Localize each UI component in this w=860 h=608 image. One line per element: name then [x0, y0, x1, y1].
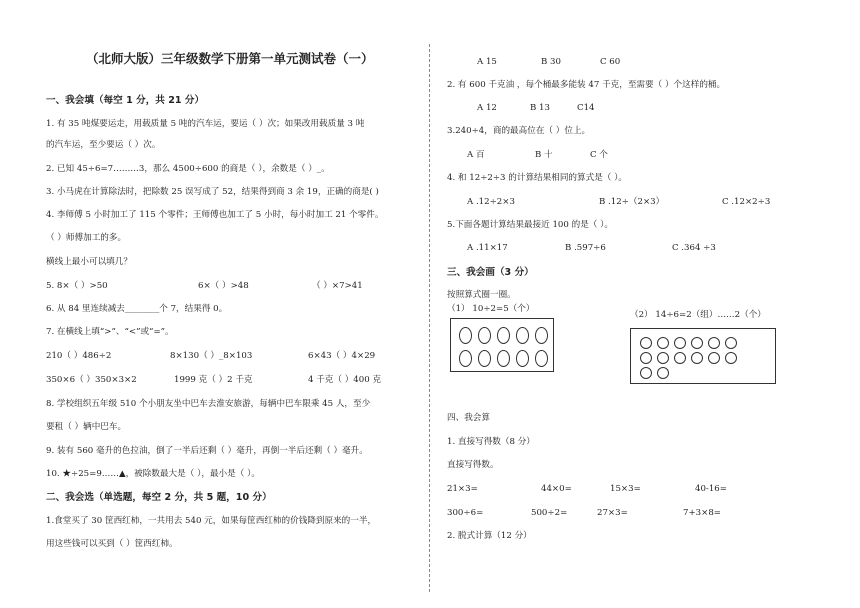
- s2-q2-option-a: A 12: [477, 103, 497, 113]
- s1-q7-row2-b: 1999 克（ ）2 千克: [174, 375, 253, 385]
- calc-r2-a: 300÷6=: [447, 508, 484, 518]
- s2-q2-option-b: B 13: [530, 103, 550, 113]
- s2-q1-line2: 用这些钱可以买到（ ）筐西红柿。: [46, 539, 178, 549]
- s2-q2-option-c: C14: [577, 103, 595, 113]
- calc-r2-c: 27×3=: [597, 508, 628, 518]
- circle: [640, 367, 652, 379]
- s4-instruction: 直接写得数。: [447, 460, 499, 470]
- s1-q10: 10. ★÷25=9……▲，被除数最大是（ ），最小是（ ）。: [46, 469, 260, 479]
- s1-q4-line2: （ ）师傅加工的多。: [46, 233, 127, 243]
- s2-q1-option-a: A 15: [477, 57, 497, 67]
- s2-q2: 2. 有 600 千克油 ，每个桶最多能装 47 千克，至需要（ ）个这样的桶。: [447, 80, 726, 90]
- s1-q8-line1: 8. 学校组织五年级 510 个小朋友坐中巴车去淮安旅游，每辆中巴车限乘 45 人，至少: [46, 399, 371, 409]
- oval: [516, 350, 529, 367]
- s4-sub2: 2. 脱式计算（12 分）: [447, 531, 532, 541]
- section2-heading: 二、我会选（单选题，每空 2 分，共 5 题，10 分）: [46, 492, 272, 503]
- s1-subheading: 横线上最小可以填几？: [46, 257, 132, 267]
- s1-q2: 2. 已知 45÷6=7………3，那么 4500÷600 的商是（ ），余数是（ ）_。: [46, 164, 330, 174]
- circle: [725, 352, 737, 364]
- circle: [657, 337, 669, 349]
- section4-heading: 四、我会算: [447, 413, 490, 423]
- s2-q4-option-b: B .12÷（2×3）: [599, 197, 665, 207]
- s2-q1-option-c: C 60: [600, 57, 621, 67]
- s1-q9: 9. 装有 560 毫升的色拉油，倒了一半后还剩（ ）毫升，再倒一半后还剩（ ）毫升。: [46, 446, 368, 456]
- s1-q6: 6. 从 84 里连续减去________个 7，结果得 0。: [46, 304, 228, 314]
- oval: [497, 350, 510, 367]
- s2-q1-option-b: B 30: [541, 57, 561, 67]
- circle: [674, 337, 686, 349]
- figure2-box: [630, 328, 776, 384]
- circle: [657, 352, 669, 364]
- s1-q1-line2: 的汽车运，至少要运（ ）次。: [46, 140, 161, 150]
- s2-q1-line1: 1.食堂买了 30 筐西红柿，一共用去 540 元，如果每筐西红柿的价钱降到原来的一半，: [46, 516, 377, 526]
- circle: [640, 352, 652, 364]
- s2-q5-option-a: A .11×17: [467, 243, 508, 253]
- s1-q7-row2-a: 350×6（ ）350×3×2: [46, 375, 137, 385]
- s1-q1-line1: 1. 有 35 吨煤要运走，用载质量 5 吨的汽车运，要运（ ）次；如果改用载质量 3 吨: [46, 119, 365, 129]
- calc-r1-c: 15×3=: [610, 484, 641, 494]
- column-divider: [429, 44, 430, 592]
- s2-q4-option-a: A .12÷2×3: [467, 197, 515, 207]
- oval: [516, 327, 529, 344]
- circle: [657, 367, 669, 379]
- s2-q5-option-b: B .597÷6: [565, 243, 606, 253]
- s2-q5: 5.下面各题计算结果最接近 100 的是（ ）。: [447, 220, 613, 230]
- s2-q4-option-c: C .12×2÷3: [722, 197, 771, 207]
- s1-q3: 3. 小马虎在计算除法时，把除数 25 误写成了 52，结果得到商 3 余 19，正确的商是( ): [46, 187, 379, 197]
- s1-q7-row1-c: 6×43（ ）4×29: [308, 351, 376, 361]
- calc-r2-b: 500÷2=: [531, 508, 568, 518]
- exam-title: （北师大版）三年级数学下册第一单元测试卷（一）: [86, 51, 374, 66]
- s2-q4: 4. 和 12÷2÷3 的计算结果相同的算式是（ ）。: [447, 173, 628, 183]
- calc-r1-d: 40-16=: [695, 484, 727, 494]
- s2-q3-option-a: A 百: [467, 150, 485, 160]
- s1-q8-line2: 要租（ ）辆中巴车。: [46, 422, 127, 432]
- s1-q7-row1-a: 210（ ）486÷2: [46, 351, 112, 361]
- circle: [725, 337, 737, 349]
- s1-q7-row2-c: 4 千克（ ）400 克: [308, 375, 382, 385]
- circle: [691, 337, 703, 349]
- s3-instruction: 按照算式圈一圈。: [447, 290, 516, 300]
- s2-q3-option-c: C 个: [590, 150, 608, 160]
- circle: [708, 337, 720, 349]
- s1-q7-row1-b: 8×130（ ）_8×103: [170, 351, 253, 361]
- s2-q3: 3.240÷4，商的最高位在（ ）位上。: [447, 126, 591, 136]
- s3-figure2-label: （2） 14÷6=2（组）……2（个）: [630, 310, 766, 320]
- s1-q4-line1: 4. 李师傅 5 小时加工了 115 个零件；王师傅也加工了 5 小时，每小时加工 21 个零件。: [46, 210, 384, 220]
- s1-q5-a: 5. 8×（ ）>50: [46, 281, 108, 291]
- circle: [674, 352, 686, 364]
- s4-sub1: 1. 直接写得数（8 分）: [447, 437, 535, 447]
- oval: [478, 350, 491, 367]
- s1-q5-b: 6×（ ）>48: [198, 281, 249, 291]
- calc-r2-d: 7+3×8=: [683, 508, 722, 518]
- oval: [535, 350, 548, 367]
- section3-heading: 三、我会画（3 分）: [447, 267, 534, 278]
- section1-heading: 一、我会填（每空 1 分，共 21 分）: [46, 95, 205, 106]
- oval: [478, 327, 491, 344]
- s1-q7: 7. 在横线上填“>”、“<”或“=”。: [46, 327, 174, 337]
- oval: [459, 350, 472, 367]
- oval: [535, 327, 548, 344]
- calc-r1-a: 21×3=: [447, 484, 478, 494]
- oval: [459, 327, 472, 344]
- circle: [691, 352, 703, 364]
- figure1-box: [450, 318, 554, 372]
- circle: [640, 337, 652, 349]
- s1-q5-c: （ ）×7>41: [312, 281, 363, 291]
- oval: [497, 327, 510, 344]
- s3-figure1-label: （1） 10÷2=5（个）: [447, 304, 535, 314]
- calc-r1-b: 44×0=: [541, 484, 572, 494]
- s2-q5-option-c: C .364 ÷3: [672, 243, 716, 253]
- s2-q3-option-b: B 十: [535, 150, 553, 160]
- circle: [708, 352, 720, 364]
